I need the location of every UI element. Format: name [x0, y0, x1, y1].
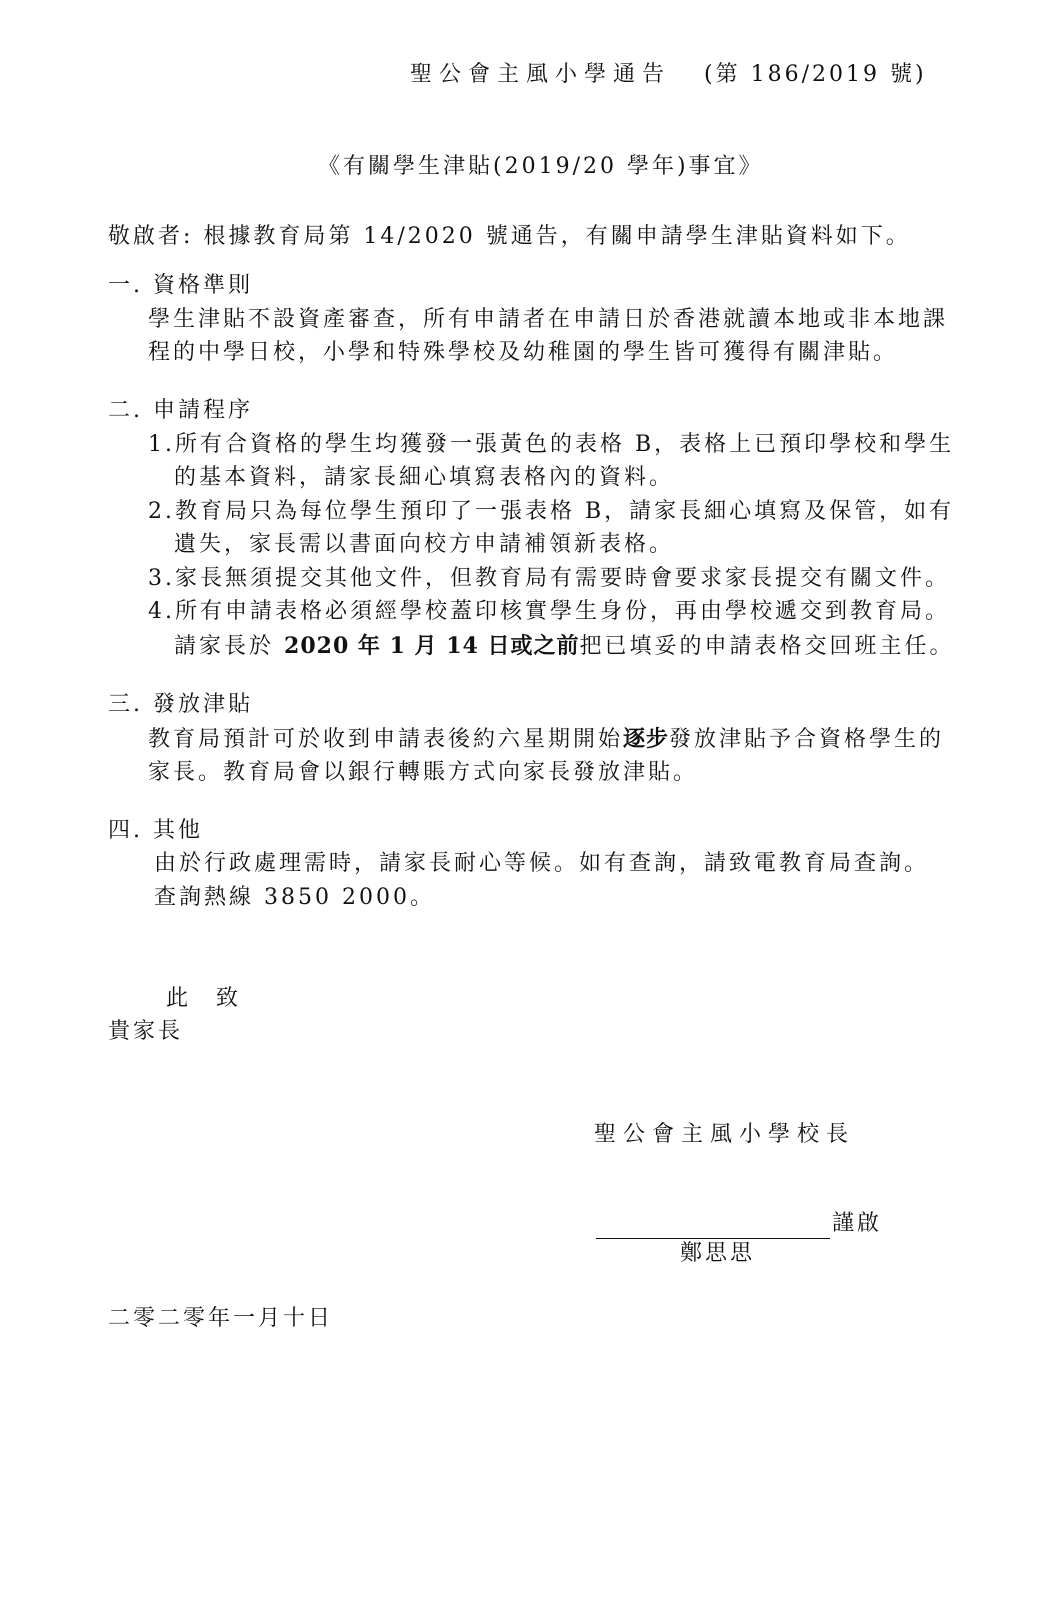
- procedure-item-2-cont: 遺失，家長需以書面向校方申請補領新表格。: [174, 532, 675, 557]
- jin-qi: 謹啟: [832, 1211, 883, 1236]
- greeting: 敬啟者: 根據教育局第 14/2020 號通告，有關申請學生津貼資料如下。: [108, 224, 911, 249]
- section-4-heading: 四. 其他: [108, 818, 203, 843]
- deadline-post: 把已填妥的申請表格交回班主任。: [579, 634, 955, 659]
- section-1-line: 學生津貼不設資產審查，所有申請者在申請日於香港就讀本地或非本地課: [148, 307, 949, 332]
- closing-recipient: 貴家長: [108, 1019, 184, 1044]
- notice-number: (第 186/2019 號): [704, 62, 927, 87]
- hotline-line: 查詢熱線 3850 2000。: [154, 885, 435, 910]
- procedure-item-1-cont: 的基本資料，請家長細心填寫表格內的資料。: [174, 465, 675, 490]
- procedure-item-3: 3.家長無須提交其他文件，但教育局有需要時會要求家長提交有關文件。: [148, 566, 950, 591]
- procedure-item-4: 4.所有申請表格必須經學校蓋印核實學生身份，再由學校遞交到教育局。: [148, 599, 950, 624]
- deadline-pre: 請家長於: [174, 634, 275, 659]
- section-3-line: 家長。教育局會以銀行轉賬方式向家長發放津貼。: [148, 760, 699, 785]
- closing-ci-zhi: 此 致: [166, 986, 242, 1011]
- section-3-line1-bold: 逐步: [623, 726, 670, 752]
- school-notice-title: 聖公會主風小學通告: [410, 62, 672, 87]
- document-title: 《有關學生津貼(2019/20 學年)事宜》: [318, 154, 764, 179]
- signature-line: [596, 1238, 830, 1239]
- procedure-item-2: 2.教育局只為每位學生預印了一張表格 B，請家長細心填寫及保管，如有: [148, 499, 955, 524]
- section-2-heading: 二. 申請程序: [108, 398, 253, 423]
- section-3-line1-post: 發放津貼予合資格學生的: [669, 727, 945, 752]
- section-3-heading: 三. 發放津貼: [108, 692, 253, 717]
- principal-name: 鄭思思: [680, 1241, 756, 1266]
- notice-date: 二零二零年一月十日: [108, 1306, 334, 1331]
- section-1-line: 程的中學日校，小學和特殊學校及幼稚園的學生皆可獲得有關津貼。: [148, 340, 899, 365]
- section-3-line: [148, 728, 944, 751]
- section-3-line1-pre: 教育局預計可於收到申請表後約六星期開始: [148, 727, 624, 752]
- deadline-line: [174, 635, 954, 658]
- procedure-item-1: 1.所有合資格的學生均獲發一張黃色的表格 B，表格上已預印學校和學生: [148, 432, 955, 457]
- section-1-heading: 一. 資格準則: [108, 273, 253, 298]
- school-principal: 聖公會主風小學校長: [594, 1122, 856, 1147]
- deadline-date: 2020 年 1 月 14 日或之前: [284, 633, 580, 659]
- section-4-line: 由於行政處理需時，請家長耐心等候。如有查詢，請致電教育局查詢。: [154, 851, 930, 876]
